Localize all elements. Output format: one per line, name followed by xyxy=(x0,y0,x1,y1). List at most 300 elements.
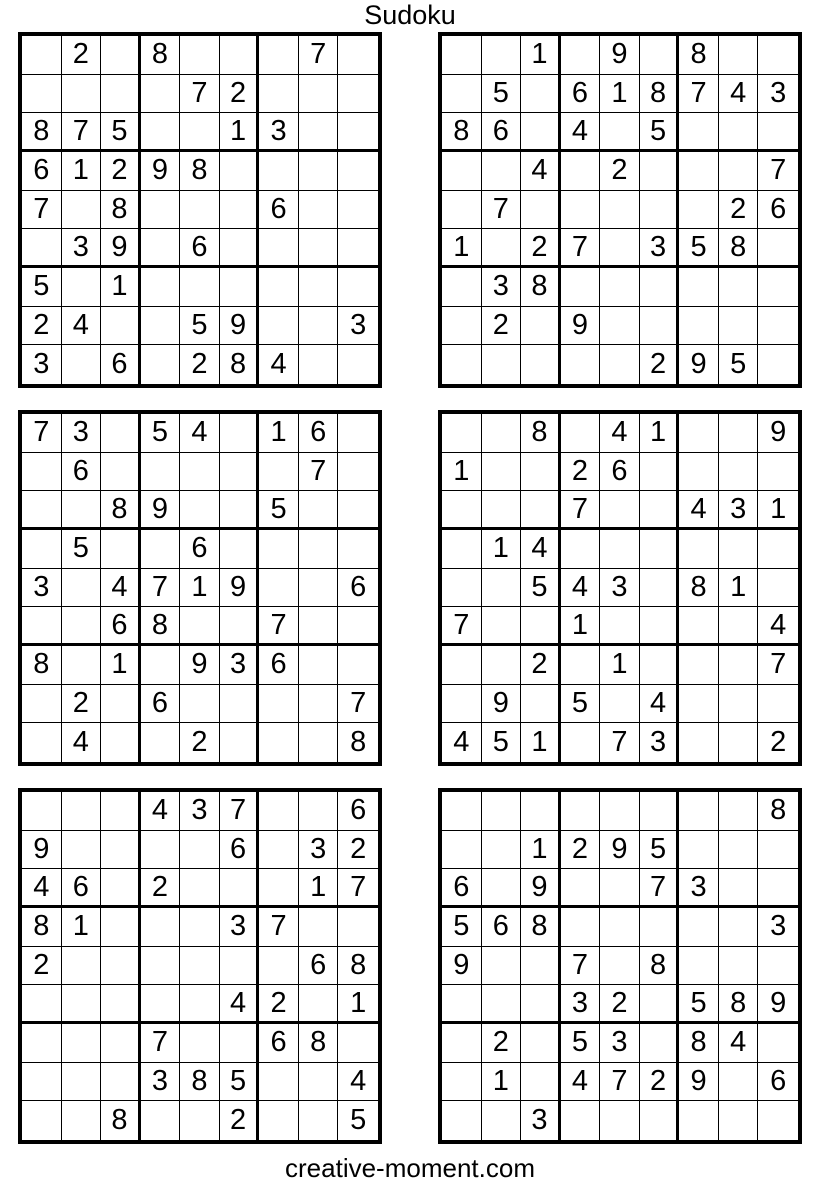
sudoku-cell xyxy=(679,191,719,230)
sudoku-cell xyxy=(600,685,640,724)
sudoku-cell: 6 xyxy=(482,113,522,152)
sudoku-cell xyxy=(338,908,378,947)
sudoku-cell xyxy=(101,685,141,724)
sudoku-cell xyxy=(640,453,680,492)
sudoku-cell: 7 xyxy=(561,491,601,530)
sudoku-cell: 3 xyxy=(22,569,62,608)
sudoku-cell: 8 xyxy=(679,569,719,608)
sudoku-cell xyxy=(521,985,561,1024)
sudoku-cell xyxy=(600,792,640,831)
sudoku-cell xyxy=(640,268,680,307)
sudoku-cell xyxy=(719,792,759,831)
sudoku-cell xyxy=(62,491,102,530)
sudoku-cell: 4 xyxy=(180,414,220,453)
sudoku-cell: 6 xyxy=(338,569,378,608)
sudoku-cell xyxy=(259,685,299,724)
sudoku-cell: 2 xyxy=(220,75,260,114)
sudoku-cell: 4 xyxy=(561,113,601,152)
sudoku-cell xyxy=(62,75,102,114)
sudoku-cell xyxy=(758,268,798,307)
sudoku-cell xyxy=(442,491,482,530)
footer-url: creative-moment.com xyxy=(285,1153,535,1183)
sudoku-cell xyxy=(220,414,260,453)
sudoku-cell: 7 xyxy=(299,453,339,492)
sudoku-cell: 1 xyxy=(521,723,561,762)
sudoku-cell xyxy=(521,685,561,724)
sudoku-cell: 8 xyxy=(679,36,719,75)
sudoku-cell: 9 xyxy=(482,685,522,724)
sudoku-cell xyxy=(442,792,482,831)
sudoku-cell: 1 xyxy=(338,985,378,1024)
sudoku-cell: 6 xyxy=(299,414,339,453)
sudoku-cell xyxy=(259,947,299,986)
sudoku-cell xyxy=(22,985,62,1024)
sudoku-cell xyxy=(180,607,220,646)
sudoku-cell xyxy=(101,831,141,870)
sudoku-cell xyxy=(259,723,299,762)
sudoku-cell xyxy=(259,569,299,608)
sudoku-cell xyxy=(22,685,62,724)
sudoku-cell: 2 xyxy=(259,985,299,1024)
sudoku-cell xyxy=(758,1101,798,1140)
sudoku-grid-3 xyxy=(18,410,382,766)
sudoku-cell xyxy=(141,191,181,230)
sudoku-cell xyxy=(482,792,522,831)
sudoku-cell: 3 xyxy=(62,414,102,453)
sudoku-cell: 1 xyxy=(600,646,640,685)
sudoku-cell xyxy=(259,152,299,191)
sudoku-cell xyxy=(679,414,719,453)
sudoku-cell xyxy=(338,268,378,307)
sudoku-cell: 9 xyxy=(600,831,640,870)
sudoku-cell: 1 xyxy=(299,869,339,908)
sudoku-cell: 9 xyxy=(600,36,640,75)
sudoku-cell xyxy=(482,414,522,453)
sudoku-cell xyxy=(679,453,719,492)
sudoku-cell xyxy=(640,792,680,831)
sudoku-cell: 8 xyxy=(101,191,141,230)
sudoku-cell xyxy=(220,453,260,492)
sudoku-cell: 2 xyxy=(600,152,640,191)
sudoku-cell: 7 xyxy=(22,414,62,453)
sudoku-cell: 2 xyxy=(22,947,62,986)
sudoku-cell xyxy=(220,152,260,191)
sudoku-cell: 5 xyxy=(22,268,62,307)
sudoku-cell: 4 xyxy=(719,1024,759,1063)
sudoku-cell xyxy=(758,229,798,268)
sudoku-cell xyxy=(180,869,220,908)
sudoku-cell: 2 xyxy=(482,1024,522,1063)
sudoku-cell: 7 xyxy=(758,646,798,685)
sudoku-cell: 7 xyxy=(259,607,299,646)
sudoku-cell: 6 xyxy=(299,947,339,986)
sudoku-cell xyxy=(442,646,482,685)
sudoku-cell: 5 xyxy=(141,414,181,453)
sudoku-cell: 3 xyxy=(482,268,522,307)
sudoku-cell: 3 xyxy=(299,831,339,870)
sudoku-cell xyxy=(442,75,482,114)
sudoku-cell: 4 xyxy=(600,414,640,453)
sudoku-cell xyxy=(521,191,561,230)
sudoku-cell xyxy=(299,985,339,1024)
sudoku-cell: 5 xyxy=(561,685,601,724)
sudoku-cell: 6 xyxy=(62,869,102,908)
sudoku-cell xyxy=(180,191,220,230)
sudoku-cell xyxy=(640,985,680,1024)
sudoku-cell xyxy=(62,268,102,307)
sudoku-cell: 8 xyxy=(719,229,759,268)
sudoku-cell xyxy=(719,908,759,947)
sudoku-cell xyxy=(482,646,522,685)
sudoku-cell xyxy=(600,607,640,646)
sudoku-cell xyxy=(62,947,102,986)
sudoku-cell xyxy=(220,491,260,530)
sudoku-cell: 4 xyxy=(22,869,62,908)
sudoku-cell: 2 xyxy=(719,191,759,230)
sudoku-cell xyxy=(561,152,601,191)
sudoku-cell xyxy=(521,792,561,831)
sudoku-cell: 5 xyxy=(101,113,141,152)
sudoku-cell: 8 xyxy=(758,792,798,831)
sudoku-cell xyxy=(338,1024,378,1063)
sudoku-cell: 8 xyxy=(141,36,181,75)
sudoku-cell xyxy=(640,191,680,230)
sudoku-cell xyxy=(141,345,181,384)
sudoku-cell xyxy=(679,1101,719,1140)
sudoku-cell xyxy=(600,530,640,569)
sudoku-cell: 9 xyxy=(521,869,561,908)
sudoku-cell xyxy=(442,831,482,870)
sudoku-cell xyxy=(180,1101,220,1140)
sudoku-cell xyxy=(442,530,482,569)
sudoku-cell xyxy=(22,229,62,268)
sudoku-cell xyxy=(220,685,260,724)
sudoku-cell xyxy=(259,453,299,492)
sudoku-cell xyxy=(180,908,220,947)
sudoku-cell xyxy=(141,75,181,114)
sudoku-cell: 1 xyxy=(442,453,482,492)
sudoku-cell xyxy=(22,1063,62,1102)
sudoku-cell: 7 xyxy=(561,229,601,268)
sudoku-cell xyxy=(141,831,181,870)
sudoku-cell: 8 xyxy=(101,491,141,530)
sudoku-cell xyxy=(62,1024,102,1063)
sudoku-cell xyxy=(338,75,378,114)
sudoku-cell: 6 xyxy=(62,453,102,492)
sudoku-cell: 6 xyxy=(442,869,482,908)
sudoku-cell xyxy=(719,831,759,870)
sudoku-cell: 3 xyxy=(180,792,220,831)
sudoku-cell xyxy=(442,268,482,307)
sudoku-cell: 6 xyxy=(220,831,260,870)
sudoku-cell: 7 xyxy=(561,947,601,986)
sudoku-cell: 7 xyxy=(141,569,181,608)
sudoku-cell xyxy=(101,453,141,492)
sudoku-cell xyxy=(22,491,62,530)
sudoku-cell xyxy=(299,229,339,268)
sudoku-cell: 2 xyxy=(521,646,561,685)
sudoku-cell xyxy=(640,1024,680,1063)
sudoku-cell xyxy=(719,869,759,908)
sudoku-cell xyxy=(338,414,378,453)
sudoku-cell: 4 xyxy=(719,75,759,114)
sudoku-cell xyxy=(482,947,522,986)
sudoku-cell xyxy=(259,307,299,346)
sudoku-cell xyxy=(679,646,719,685)
sudoku-cell: 9 xyxy=(220,569,260,608)
sudoku-cell xyxy=(600,491,640,530)
sudoku-cell xyxy=(758,113,798,152)
sudoku-cell xyxy=(141,908,181,947)
sudoku-cell xyxy=(640,607,680,646)
sudoku-cell xyxy=(482,345,522,384)
sudoku-cell: 8 xyxy=(299,1024,339,1063)
sudoku-cell xyxy=(259,530,299,569)
sudoku-cell: 1 xyxy=(220,113,260,152)
sudoku-cell xyxy=(561,908,601,947)
sudoku-cell xyxy=(22,1024,62,1063)
sudoku-cell xyxy=(180,113,220,152)
sudoku-cell xyxy=(758,1024,798,1063)
sudoku-cell xyxy=(220,723,260,762)
sudoku-cell xyxy=(22,607,62,646)
sudoku-cell: 5 xyxy=(640,831,680,870)
sudoku-cell: 9 xyxy=(220,307,260,346)
sudoku-cell xyxy=(338,607,378,646)
sudoku-cell xyxy=(640,646,680,685)
sudoku-cell xyxy=(62,985,102,1024)
sudoku-cell: 9 xyxy=(141,491,181,530)
sudoku-cell: 9 xyxy=(141,152,181,191)
sudoku-cell: 1 xyxy=(62,152,102,191)
sudoku-cell: 4 xyxy=(561,1063,601,1102)
sudoku-cell xyxy=(220,869,260,908)
sudoku-cell xyxy=(719,152,759,191)
sudoku-cell xyxy=(101,36,141,75)
sudoku-cell: 2 xyxy=(770,726,787,759)
sudoku-cell: 7 xyxy=(220,792,260,831)
sudoku-cell xyxy=(299,491,339,530)
sudoku-cell xyxy=(220,36,260,75)
sudoku-cell: 9 xyxy=(442,947,482,986)
sudoku-cell xyxy=(561,191,601,230)
sudoku-cell: 2 xyxy=(561,831,601,870)
sudoku-cell xyxy=(62,191,102,230)
sudoku-cell xyxy=(561,530,601,569)
sudoku-cell: 7 xyxy=(62,113,102,152)
sudoku-cell: 8 xyxy=(521,908,561,947)
sudoku-cell xyxy=(101,947,141,986)
sudoku-cell: 3 xyxy=(62,229,102,268)
sudoku-cell xyxy=(22,530,62,569)
sudoku-cell: 5 xyxy=(521,569,561,608)
sudoku-cell: 1 xyxy=(101,268,141,307)
sudoku-cell xyxy=(600,908,640,947)
sudoku-cell: 5 xyxy=(442,908,482,947)
sudoku-cell xyxy=(259,831,299,870)
sudoku-cell: 7 xyxy=(442,607,482,646)
sudoku-cell: 7 xyxy=(180,75,220,114)
sudoku-cell xyxy=(521,1063,561,1102)
sudoku-grid-1 xyxy=(18,32,382,388)
sudoku-cell xyxy=(719,414,759,453)
sudoku-cell: 1 xyxy=(521,36,561,75)
sudoku-cell: 7 xyxy=(758,152,798,191)
sudoku-cell xyxy=(442,414,482,453)
sudoku-cell xyxy=(758,569,798,608)
sudoku-cell xyxy=(561,792,601,831)
sudoku-cell: 2 xyxy=(101,152,141,191)
sudoku-grid-2 xyxy=(438,32,802,388)
sudoku-cell xyxy=(141,723,181,762)
sudoku-cell xyxy=(600,345,640,384)
sudoku-cell xyxy=(299,307,339,346)
sudoku-cell xyxy=(299,723,339,762)
sudoku-cell xyxy=(442,985,482,1024)
sudoku-cell xyxy=(719,607,759,646)
sudoku-cell xyxy=(141,229,181,268)
sudoku-cell xyxy=(679,908,719,947)
sudoku-cell xyxy=(220,268,260,307)
sudoku-cell xyxy=(180,1024,220,1063)
sudoku-cell: 1 xyxy=(521,831,561,870)
sudoku-cell: 8 xyxy=(350,726,367,759)
sudoku-cell xyxy=(482,1101,522,1140)
sudoku-cell xyxy=(338,36,378,75)
sudoku-cell xyxy=(22,75,62,114)
sudoku-cell: 9 xyxy=(101,229,141,268)
sudoku-cell xyxy=(719,646,759,685)
sudoku-cell xyxy=(180,831,220,870)
sudoku-cell: 7 xyxy=(259,908,299,947)
sudoku-cell xyxy=(101,908,141,947)
sudoku-cell xyxy=(521,607,561,646)
sudoku-cell xyxy=(62,646,102,685)
sudoku-cell: 8 xyxy=(521,414,561,453)
sudoku-cell xyxy=(482,453,522,492)
sudoku-cell xyxy=(719,36,759,75)
sudoku-cell xyxy=(482,569,522,608)
sudoku-cell: 2 xyxy=(22,307,62,346)
sudoku-cell xyxy=(482,229,522,268)
sudoku-cell: 5 xyxy=(62,530,102,569)
sudoku-cell xyxy=(259,75,299,114)
sudoku-cell xyxy=(442,1101,482,1140)
sudoku-cell: 2 xyxy=(561,453,601,492)
sudoku-cell xyxy=(220,229,260,268)
sudoku-cell: 1 xyxy=(758,491,798,530)
sudoku-cell xyxy=(719,307,759,346)
sudoku-cell xyxy=(758,685,798,724)
sudoku-cell xyxy=(442,569,482,608)
sudoku-cell: 3 xyxy=(758,75,798,114)
sudoku-cell xyxy=(180,491,220,530)
sudoku-cell xyxy=(679,723,719,762)
sudoku-cell xyxy=(141,985,181,1024)
sudoku-cell xyxy=(600,869,640,908)
sudoku-cell: 5 xyxy=(259,491,299,530)
sudoku-cell xyxy=(521,453,561,492)
sudoku-cell: 6 xyxy=(259,191,299,230)
sudoku-cell xyxy=(62,607,102,646)
sudoku-cell xyxy=(640,152,680,191)
sudoku-cell: 2 xyxy=(62,36,102,75)
sudoku-cell xyxy=(442,345,482,384)
sudoku-cell xyxy=(758,831,798,870)
sudoku-cell xyxy=(600,1101,640,1140)
sudoku-cell: 2 xyxy=(180,723,220,762)
sudoku-cell: 1 xyxy=(259,414,299,453)
sudoku-cell xyxy=(299,1101,339,1140)
sudoku-cell xyxy=(101,414,141,453)
sudoku-grid-5 xyxy=(18,788,382,1144)
sudoku-cell xyxy=(62,345,102,384)
sudoku-cell: 6 xyxy=(259,646,299,685)
sudoku-cell: 6 xyxy=(259,1024,299,1063)
sudoku-cell xyxy=(442,152,482,191)
sudoku-cell: 7 xyxy=(600,723,640,762)
sudoku-cell xyxy=(521,75,561,114)
sudoku-cell: 3 xyxy=(600,1024,640,1063)
sudoku-cell: 3 xyxy=(719,491,759,530)
sudoku-cell: 4 xyxy=(679,491,719,530)
sudoku-cell: 7 xyxy=(338,869,378,908)
sudoku-cell xyxy=(758,36,798,75)
sudoku-cell xyxy=(299,75,339,114)
sudoku-cell xyxy=(299,113,339,152)
sudoku-cell: 2 xyxy=(521,229,561,268)
sudoku-cell: 3 xyxy=(22,345,62,384)
sudoku-cell: 1 xyxy=(180,569,220,608)
sudoku-cell xyxy=(259,36,299,75)
sudoku-cell: 4 xyxy=(62,307,102,346)
sudoku-cell xyxy=(482,985,522,1024)
sudoku-cell: 1 xyxy=(482,530,522,569)
sudoku-cell xyxy=(299,908,339,947)
sudoku-cell: 2 xyxy=(62,685,102,724)
sudoku-cell: 7 xyxy=(22,191,62,230)
sudoku-cell xyxy=(482,36,522,75)
sudoku-cell: 4 xyxy=(101,569,141,608)
sudoku-cell xyxy=(101,985,141,1024)
sudoku-cell xyxy=(101,75,141,114)
sudoku-cell: 4 xyxy=(521,152,561,191)
sudoku-cell: 9 xyxy=(180,646,220,685)
sudoku-cell: 8 xyxy=(22,646,62,685)
sudoku-cell xyxy=(299,191,339,230)
sudoku-cell: 6 xyxy=(180,229,220,268)
sudoku-cell xyxy=(22,453,62,492)
sudoku-cell xyxy=(679,947,719,986)
sudoku-cell xyxy=(338,229,378,268)
sudoku-cell xyxy=(180,453,220,492)
sudoku-cell: 6 xyxy=(561,75,601,114)
sudoku-cell xyxy=(679,152,719,191)
sudoku-cell: 5 xyxy=(679,229,719,268)
sudoku-cell: 6 xyxy=(758,191,798,230)
sudoku-grid-6 xyxy=(438,788,802,1144)
sudoku-cell xyxy=(521,345,561,384)
sudoku-cell xyxy=(719,685,759,724)
sudoku-cell: 9 xyxy=(22,831,62,870)
sudoku-cell: 8 xyxy=(521,268,561,307)
sudoku-cell: 3 xyxy=(679,869,719,908)
sudoku-cell xyxy=(679,792,719,831)
sudoku-cell: 8 xyxy=(338,947,378,986)
sudoku-cell xyxy=(299,792,339,831)
sudoku-cell xyxy=(521,947,561,986)
sudoku-cell xyxy=(299,152,339,191)
